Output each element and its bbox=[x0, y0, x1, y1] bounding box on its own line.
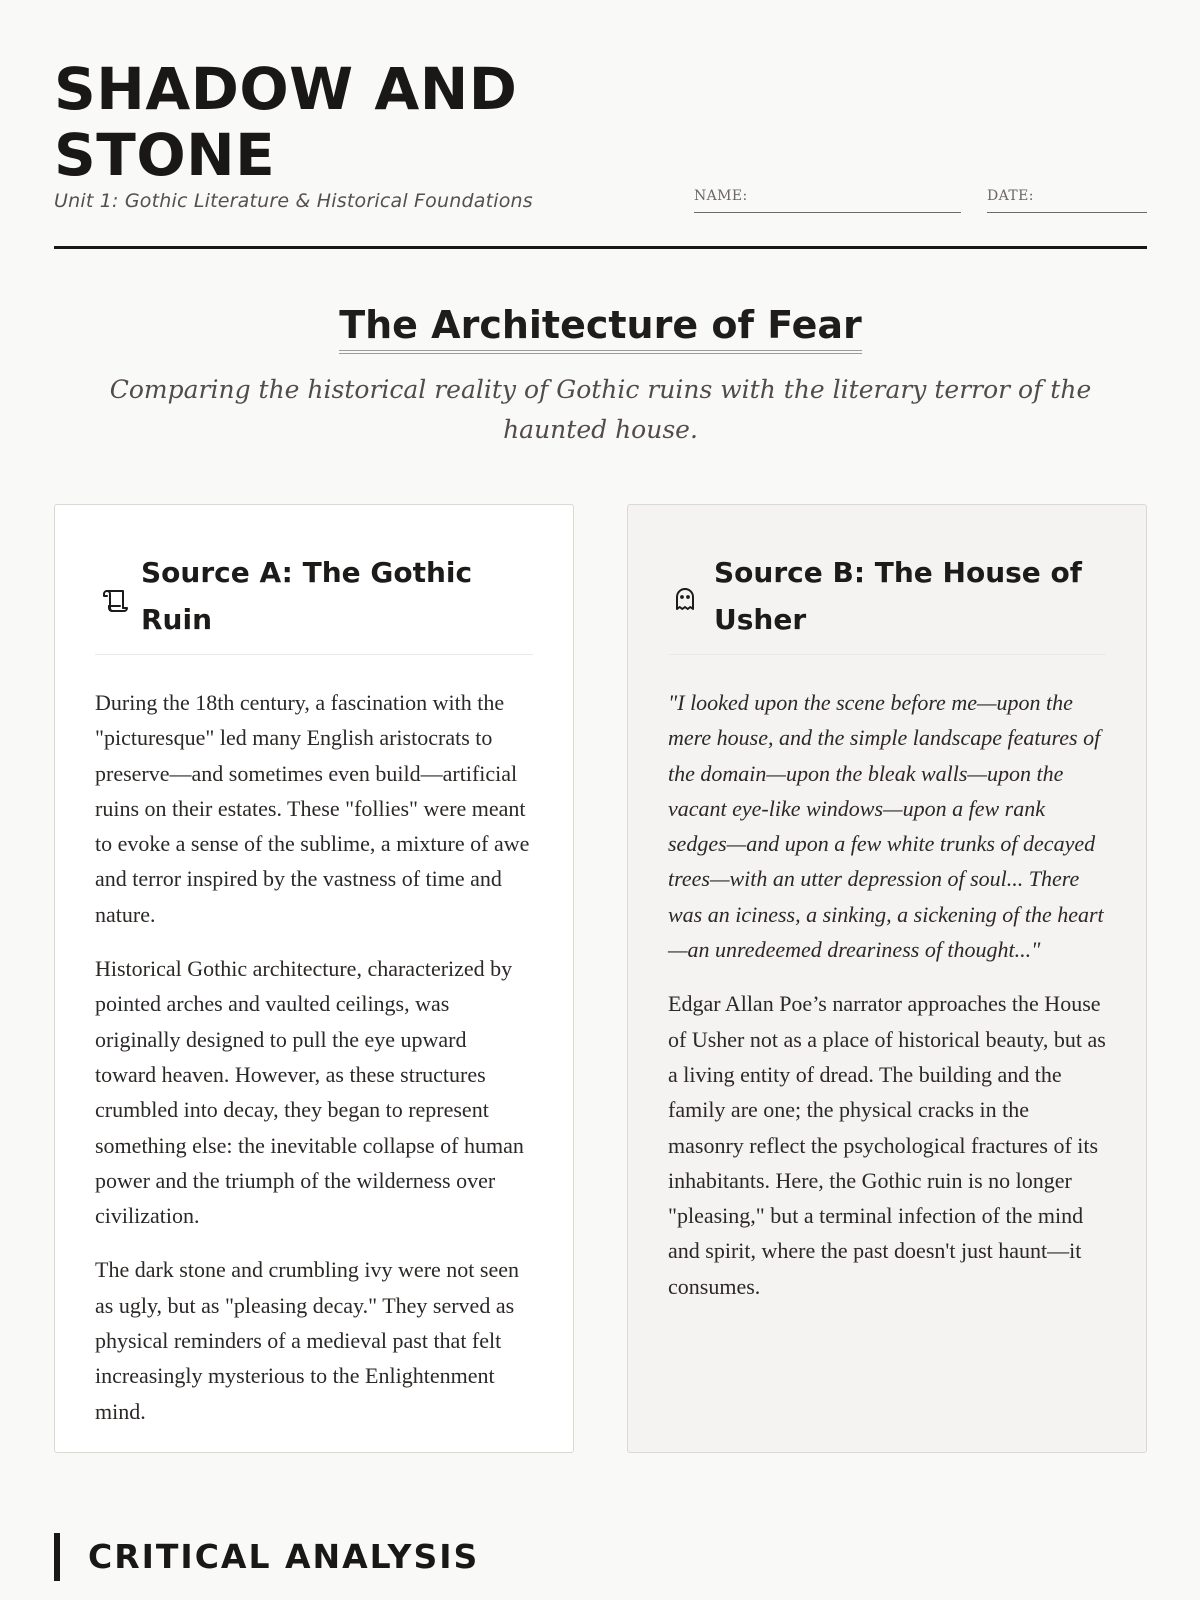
scroll-icon bbox=[95, 579, 135, 619]
source-a-paragraph-2: Historical Gothic architecture, characterized by pointed arches and vaulted ceilings, was originally designed to pull the eye upward toward heaven. However, as these structures crumbled into decay, they began to represent something else: the inevitable collapse of human power and the triumph of the wilderness over civilization. bbox=[95, 956, 524, 1229]
source-a-header bbox=[95, 545, 533, 655]
date-field[interactable] bbox=[987, 188, 1147, 213]
ghost-icon bbox=[668, 579, 708, 619]
source-b-header bbox=[668, 545, 1106, 655]
name-label: NAME: bbox=[694, 188, 748, 204]
date-label: DATE: bbox=[987, 188, 1034, 204]
usher-quote: "I looked upon the scene before me—upon the mere house, and the simple landscape features of the domain—upon the bleak walls—upon the vacant eye-like windows—upon a few rank sedges—and upon a few white trunks of decayed trees—with an utter depression of soul... There was an iciness, a sinking, a sickening of the heart—an unredeemed dreariness of thought..." bbox=[668, 690, 1104, 963]
section-heading bbox=[54, 300, 1147, 354]
name-field[interactable] bbox=[694, 188, 961, 213]
worksheet-page bbox=[54, 0, 1147, 1576]
section-subtitle: Comparing the historical reality of Gothic ruins with the literary terror of the haunted house. bbox=[109, 375, 1092, 444]
worksheet-title: SHADOW AND STONE bbox=[54, 55, 518, 189]
source-a-paragraph-3: The dark stone and crumbling ivy were not seen as ugly, but as "pleasing decay." They served as physical reminders of a medieval past that felt increasingly mysterious to the Enlightenment mind. bbox=[95, 1257, 519, 1424]
section-title: The Architecture of Fear bbox=[339, 300, 862, 354]
source-a-title: Source A: The Gothic Ruin bbox=[141, 555, 473, 636]
critical-analysis-heading: CRITICAL ANALYSIS bbox=[54, 1533, 479, 1581]
source-b-card bbox=[627, 504, 1147, 1453]
page-header bbox=[54, 0, 1147, 250]
header-divider bbox=[54, 246, 1147, 249]
source-b-title: Source B: The House of Usher bbox=[714, 555, 1082, 636]
source-a-paragraph-1: During the 18th century, a fascination with the "picturesque" led many English aristocrats to preserve—and sometimes even build—artificial ruins on their estates. These "follies" were meant to evoke a sense of the sublime, a mixture of awe and terror inspired by the vastness of time and nature. bbox=[95, 690, 530, 927]
unit-subtitle: Unit 1: Gothic Literature & Historical Foundations bbox=[54, 190, 533, 212]
source-b-paragraph: Edgar Allan Poe’s narrator approaches the House of Usher not as a place of historical beauty, but as a living entity of dread. The building and the family are one; the physical cracks in the masonry reflect the psychological fractures of its inhabitants. Here, the Gothic ruin is no longer "pleasing," but a terminal infection of the mind and spirit, where the past doesn't just haunt—it consumes. bbox=[668, 991, 1106, 1299]
source-a-card bbox=[54, 504, 574, 1453]
